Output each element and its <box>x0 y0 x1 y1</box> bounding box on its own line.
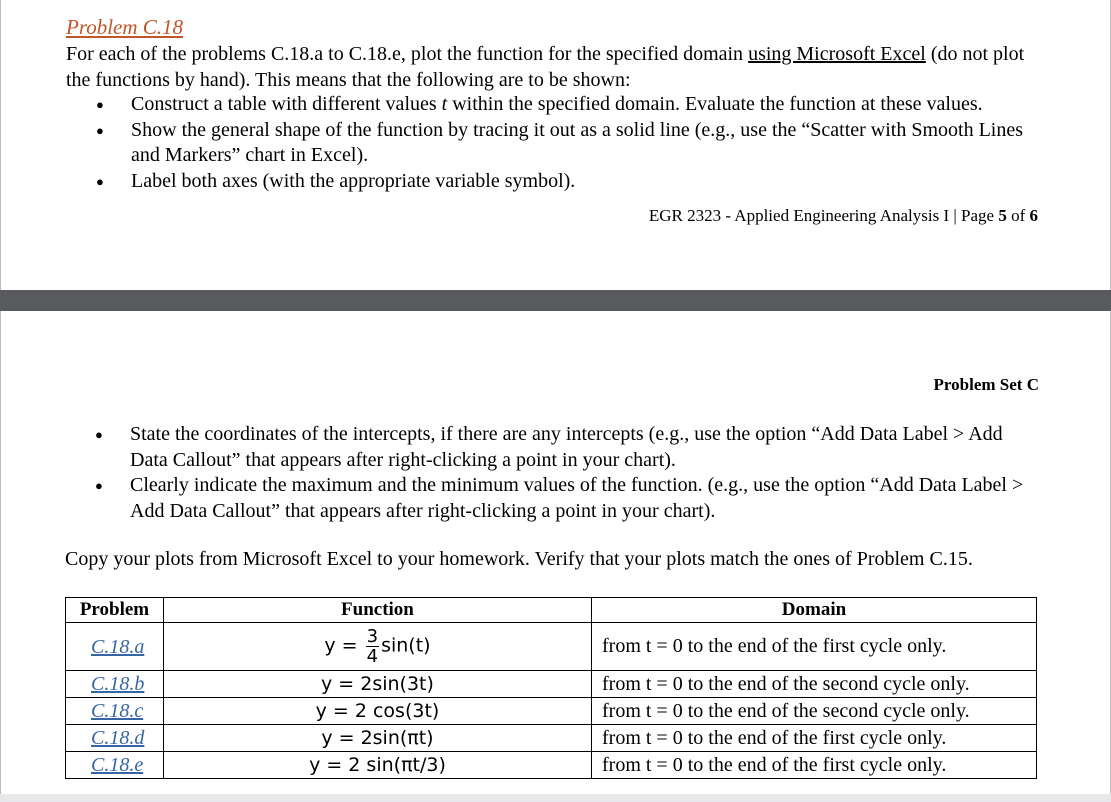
function-cell: y = 2 sin(πt/3) <box>163 752 591 779</box>
function-cell: y = 2sin(3t) <box>163 671 591 698</box>
header-domain: Domain <box>592 598 1037 623</box>
footer-label: EGR 2323 - Applied Engineering Analysis I | Page <box>648 206 999 225</box>
problems-table <box>65 597 1037 779</box>
fraction-denominator: 4 <box>366 645 379 667</box>
footer-page-number: 5 <box>998 206 1007 225</box>
bullet-text: Construct a table with different values <box>131 93 442 115</box>
table-row <box>66 725 1037 752</box>
domain-cell: from t = 0 to the end of the second cycle only. <box>592 698 1037 725</box>
domain-cell: from t = 0 to the end of the first cycle only. <box>592 623 1037 671</box>
problem-link[interactable]: C.18.b <box>91 673 145 695</box>
requirements-list <box>95 422 1045 524</box>
problem-cell[interactable] <box>66 725 164 752</box>
function-suffix: sin(t) <box>381 634 431 657</box>
viewer-bottom-edge <box>0 794 1111 802</box>
instructions-list <box>96 92 1046 194</box>
problem-cell[interactable] <box>66 752 164 779</box>
domain-cell: from t = 0 to the end of the first cycle only. <box>592 752 1037 779</box>
header-function: Function <box>163 598 591 623</box>
problem-cell[interactable] <box>66 671 164 698</box>
variable-t: t <box>441 93 448 115</box>
excel-link-text: using Microsoft Excel <box>748 43 926 65</box>
domain-cell: from t = 0 to the end of the second cycle only. <box>592 671 1037 698</box>
function-cell: y = 2sin(πt) <box>163 725 591 752</box>
fraction-numerator: 3 <box>366 625 379 647</box>
table-header-row <box>66 598 1037 623</box>
problem-link[interactable]: C.18.c <box>91 700 144 722</box>
domain-cell: from t = 0 to the end of the first cycle only. <box>592 725 1037 752</box>
page-heading: Problem Set C <box>933 375 1039 394</box>
problem-cell[interactable] <box>66 698 164 725</box>
problem-title: Problem C.18 <box>66 15 184 39</box>
list-item: ● Show the general shape of the function by tracing it out as a solid line (e.g., use the “Scatter with Smooth Lines and Markers” chart in Excel). <box>96 118 1046 169</box>
problem-cell[interactable] <box>66 623 164 671</box>
table-row <box>66 752 1037 779</box>
function-prefix: y = <box>324 634 364 657</box>
problem-link[interactable]: C.18.d <box>91 727 145 749</box>
problem-link[interactable]: C.18.a <box>91 635 145 658</box>
function-cell: y = 2 cos(3t) <box>163 698 591 725</box>
footer-of: of <box>1006 206 1030 225</box>
intro-text-1: For each of the problems C.18.a to C.18.e, plot the function for the specified domain <box>66 43 749 65</box>
table-row <box>66 698 1037 725</box>
intro-paragraph <box>66 42 1046 93</box>
list-item: ● Label both axes (with the appropriate variable symbol). <box>96 169 1046 195</box>
list-item: ● State the coordinates of the intercepts, if there are any intercepts (e.g., use the option “Add Data Label > Add Data Callout” that appears after right-clicking a point in your chart). <box>95 422 1045 473</box>
header-problem: Problem <box>66 598 164 623</box>
document-page-5 <box>0 0 1111 290</box>
bullet-text: within the specified domain. Evaluate the function at these values. <box>447 93 983 115</box>
fraction <box>366 625 379 667</box>
list-item <box>96 92 1046 118</box>
list-item: ● Clearly indicate the maximum and the minimum values of the function. (e.g., use the option “Add Data Label > Add Data Callout” that appears after right-clicking a point in your chart). <box>95 473 1045 524</box>
intro-text-2: (do not plot the functions by hand). This means that the following are to be shown: <box>66 43 1025 91</box>
footer-page-total: 6 <box>1029 206 1038 225</box>
function-cell <box>163 623 591 671</box>
page-separator <box>0 290 1111 311</box>
table-row <box>66 623 1037 671</box>
page-footer <box>649 206 1038 226</box>
copy-instruction: Copy your plots from Microsoft Excel to your homework. Verify that your plots match the ones of Problem C.15. <box>65 548 973 570</box>
table-row <box>66 671 1037 698</box>
problem-link[interactable]: C.18.e <box>91 754 144 776</box>
